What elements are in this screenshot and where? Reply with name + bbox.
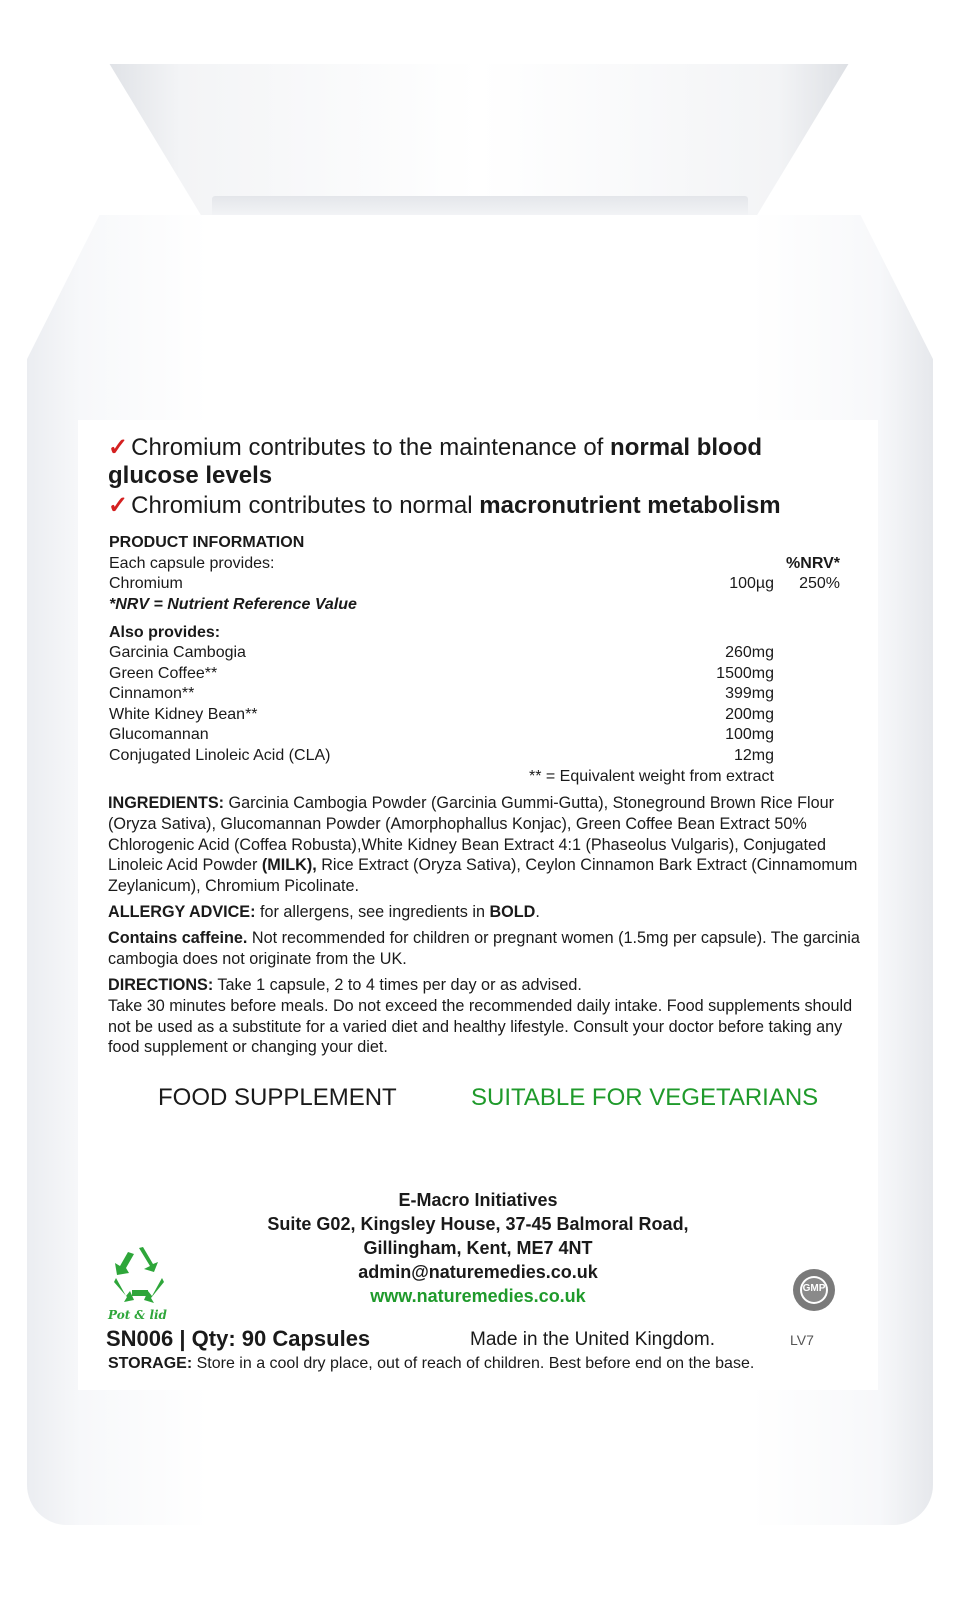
claim-glucose: ✓ Chromium contributes to the maintenance of normal blood glucose levels (108, 434, 763, 489)
ingredient-amount: 200mg (725, 706, 774, 723)
ingredient-name: Green Coffee** (109, 665, 218, 682)
check-icon: ✓ (108, 492, 129, 519)
food-supplement-badge: FOOD SUPPLEMENT (158, 1084, 397, 1111)
nrv-header: %NRV* (786, 555, 840, 572)
company-name: E-Macro Initiatives (398, 1190, 558, 1210)
company-address-line-2: Gillingham, Kent, ME7 4NT (363, 1238, 593, 1258)
ingredient-name: Conjugated Linoleic Acid (CLA) (109, 747, 331, 764)
vegetarian-badge: SUITABLE FOR VEGETARIANS (471, 1084, 819, 1111)
directions: DIRECTIONS: Take 1 capsule, 2 to 4 times per day or as advised. Take 30 minutes before meals. Do not exceed the recommended daily intake. Food supplements should not be used as a substitute for a varied diet and healthy lifestyle. Consult your doctor before taking any food supplement or changing your diet. (108, 976, 853, 1057)
storage-info: STORAGE: Store in a cool dry place, out of reach of children. Best before end on the base. (108, 1355, 755, 1372)
product-label (78, 420, 878, 1390)
ingredient-name: Garcinia Cambogia (109, 644, 246, 661)
allergy-advice: ALLERGY ADVICE: for allergens, see ingredients in BOLD. (108, 903, 540, 921)
ingredient-name: White Kidney Bean** (109, 706, 258, 723)
ingredient-amount: 260mg (725, 644, 774, 661)
equivalent-note: ** = Equivalent weight from extract (528, 768, 774, 785)
sku-quantity: SN006 | Qty: 90 Capsules (106, 1326, 371, 1351)
ingredient-amount: 399mg (725, 685, 774, 702)
chromium-amount: 100µg (729, 575, 774, 592)
chromium-name: Chromium (109, 575, 183, 592)
ingredient-amount: 1500mg (716, 665, 774, 682)
recycle-label: Pot & lid (108, 1308, 167, 1322)
chromium-nrv: 250% (799, 575, 840, 592)
company-website[interactable]: www.naturemedies.co.uk (370, 1286, 586, 1306)
each-capsule-label: Each capsule provides: (109, 555, 275, 572)
ingredients-paragraph: INGREDIENTS: Garcinia Cambogia Powder (Garcinia Gummi-Gutta), Stoneground Brown Rice Flour (Oryza Sativa), Glucomannan Powder (Amorphophallus Konjac), Green Coffee Bean Extract 50% Chlorogenic Acid (Coffea Robusta),White Kidney Bean Extract 4:1 (Phaseolus Vulgaris), Conjugated Linoleic Acid Powder (MILK), Rice Extract (Oryza Sativa), Ceylon Cinnamon Bark Extract (Cinnamomum Zeylanicum), Chromium Picolinate. (108, 794, 858, 896)
ingredient-name: Glucomannan (109, 726, 209, 743)
recycle-icon (106, 1242, 172, 1308)
ingredient-name: Cinnamon** (109, 685, 195, 702)
product-info-heading: PRODUCT INFORMATION (109, 534, 305, 551)
ingredient-amount: 12mg (733, 747, 774, 764)
claim-metabolism: ✓ Chromium contributes to normal macronutrient metabolism (108, 492, 781, 519)
batch-code: LV7 (790, 1332, 814, 1348)
ingredient-amount: 100mg (725, 726, 774, 743)
also-provides-heading: Also provides: (109, 624, 221, 641)
gmp-text: GMP (802, 1283, 826, 1294)
company-address-line-1: Suite G02, Kingsley House, 37-45 Balmoral Road, (267, 1214, 689, 1234)
made-in: Made in the United Kingdom. (470, 1329, 716, 1350)
caffeine-warning: Contains caffeine. Not recommended for children or pregnant women (1.5mg per capsule). The garcinia cambogia does not originate from the UK. (108, 929, 860, 968)
gmp-seal-icon (792, 1268, 836, 1312)
nrv-note: *NRV = Nutrient Reference Value (109, 596, 357, 613)
check-icon: ✓ (108, 434, 129, 461)
company-email[interactable]: admin@naturemedies.co.uk (358, 1262, 598, 1282)
